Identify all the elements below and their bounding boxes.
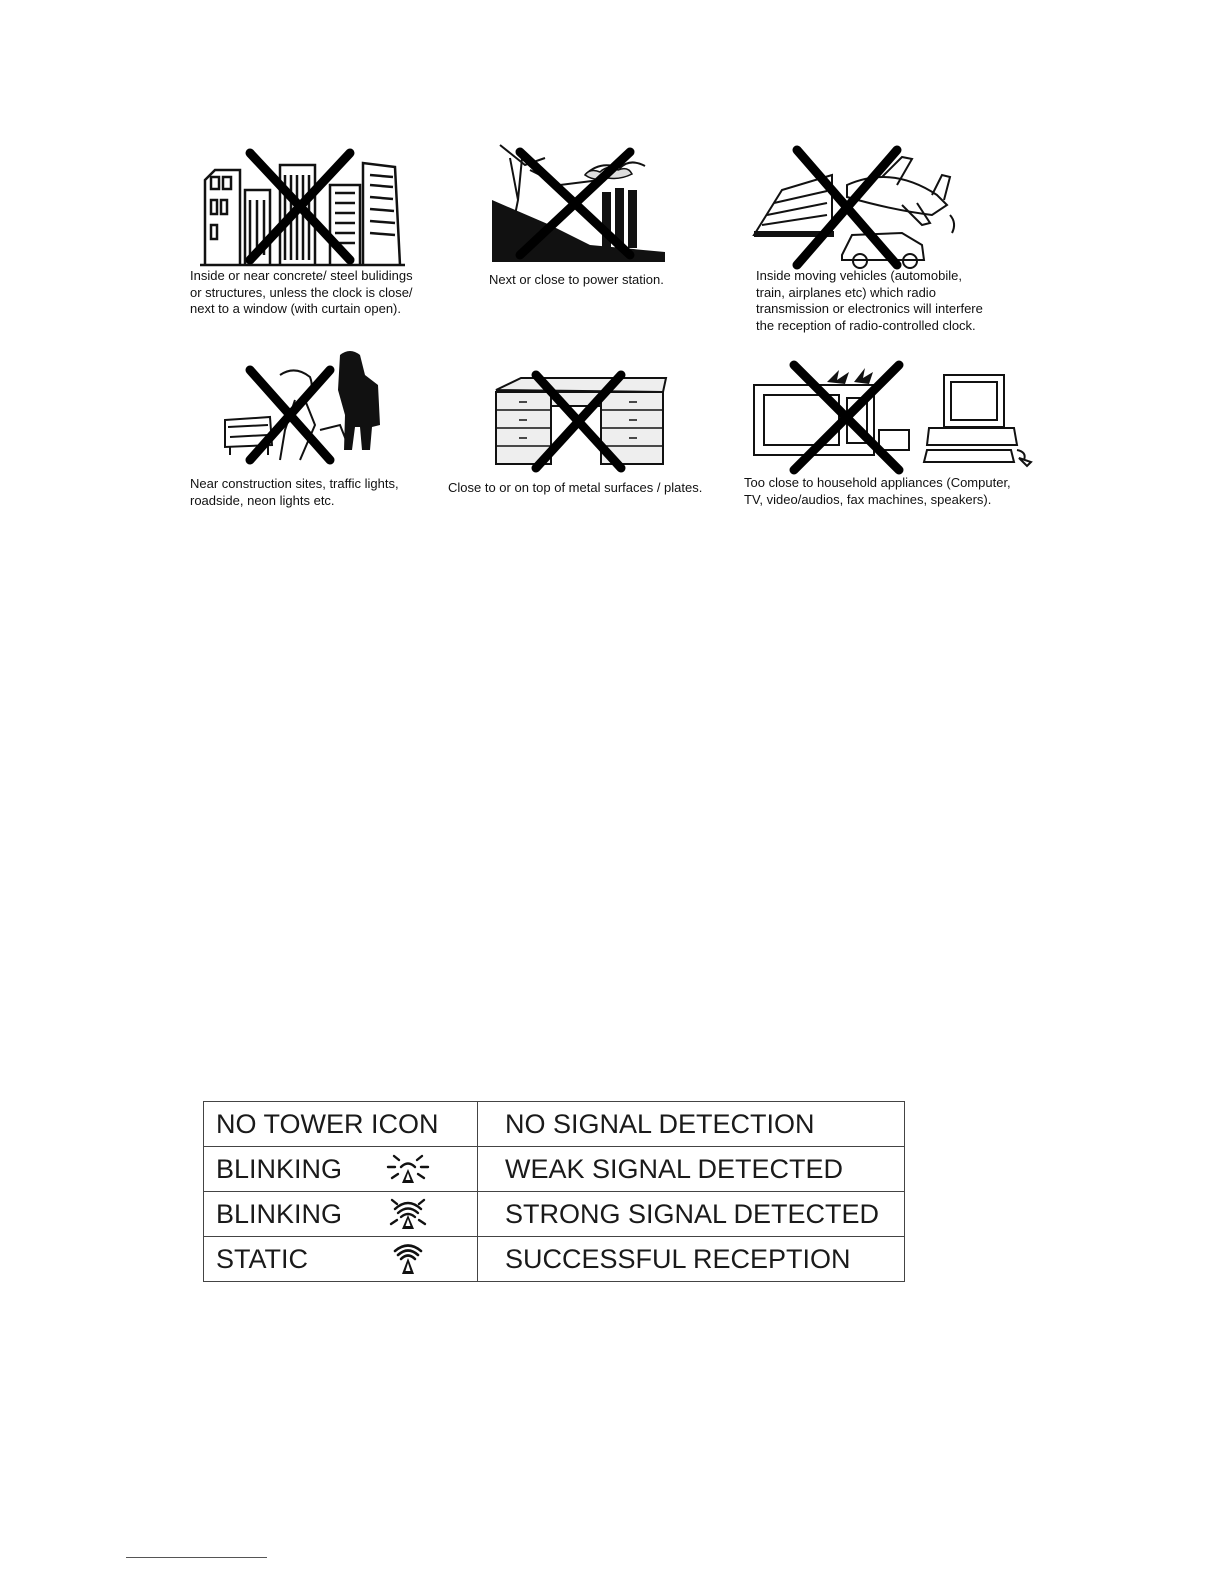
warning-vehicles	[752, 140, 1012, 340]
meaning-cell: NO SIGNAL DETECTION	[478, 1102, 905, 1147]
caption-appliances: Too close to household appliances (Computer, TV, video/audios, fax machines, speakers).	[744, 475, 1011, 507]
status-label: BLINKING	[216, 1153, 343, 1184]
caption-vehicles: Inside moving vehicles (automobile, train, airplanes etc) which radio transmission or electronics will interfere the reception of radio-controlled clock.	[756, 268, 983, 333]
status-cell	[204, 1237, 478, 1282]
status-label: STATIC	[216, 1243, 308, 1274]
tower-strong-blinking-icon	[386, 1196, 430, 1232]
meaning-cell: SUCCESSFUL RECEPTION	[478, 1237, 905, 1282]
tower-static-icon	[386, 1241, 430, 1277]
warning-power-station	[485, 140, 705, 300]
power-station-illustration	[490, 140, 670, 265]
tower-weak-blinking-icon	[386, 1151, 430, 1187]
meaning-cell: STRONG SIGNAL DETECTED	[478, 1192, 905, 1237]
table-row	[204, 1192, 905, 1237]
metal-desk-illustration	[491, 370, 671, 470]
caption-construction: Near construction sites, traffic lights, roadside, neon lights etc.	[190, 476, 399, 508]
caption-buildings: Inside or near concrete/ steel bulidings or structures, unless the clock is close/ next to a window (with curtain open).	[190, 268, 413, 316]
status-cell	[204, 1192, 478, 1237]
signal-status-table	[203, 1101, 905, 1282]
table-row	[204, 1147, 905, 1192]
caption-metal-desk: Close to or on top of metal surfaces / plates.	[448, 480, 703, 495]
construction-illustration	[220, 345, 420, 470]
buildings-illustration	[195, 145, 425, 270]
vehicles-illustration	[752, 145, 962, 273]
table-row	[204, 1237, 905, 1282]
status-cell	[204, 1102, 478, 1147]
status-label: BLINKING	[216, 1198, 343, 1229]
warning-metal-desk	[446, 370, 736, 510]
caption-power-station: Next or close to power station.	[489, 272, 664, 287]
warning-buildings	[190, 140, 440, 320]
warning-appliances	[744, 360, 1044, 520]
footnote-divider	[126, 1557, 267, 1558]
meaning-cell: WEAK SIGNAL DETECTED	[478, 1147, 905, 1192]
warning-construction	[190, 345, 440, 515]
appliances-illustration	[749, 360, 1039, 470]
status-label: NO TOWER ICON	[216, 1108, 439, 1139]
status-cell	[204, 1147, 478, 1192]
table-row	[204, 1102, 905, 1147]
